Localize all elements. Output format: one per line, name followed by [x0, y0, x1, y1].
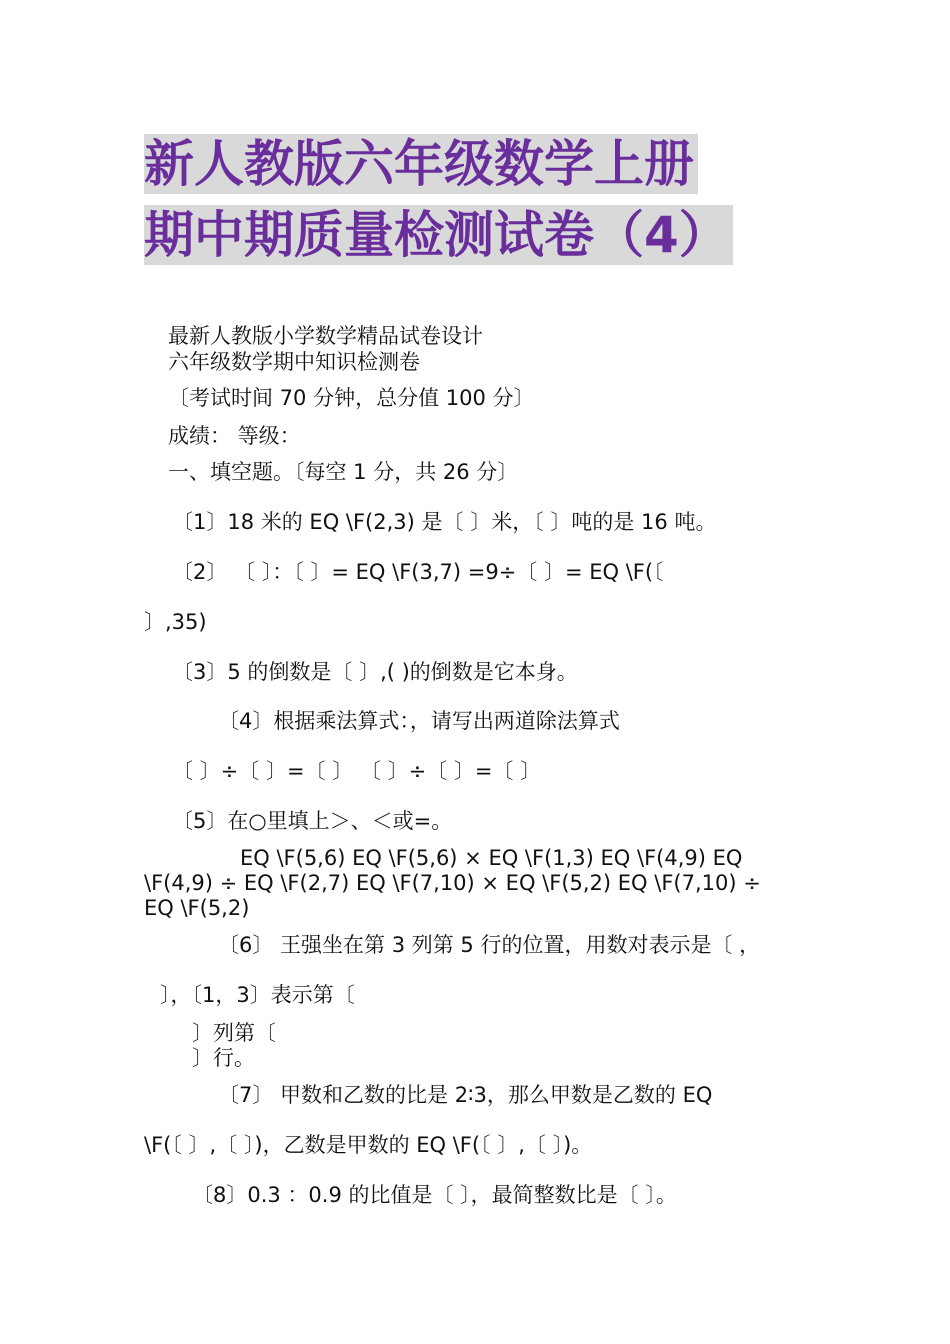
question-7-line-1: 〔7〕 甲数和乙数的比是 2∶3，那么甲数是乙数的 EQ — [218, 1083, 713, 1107]
question-6-line-3: 〕列第〔 — [192, 1021, 276, 1045]
question-6-line-4: 〕行。 — [192, 1046, 255, 1070]
question-6-line-2: 〕，〔1，3〕表示第〔 — [160, 983, 355, 1007]
question-3: 〔3〕5 的倒数是〔 〕,( )的倒数是它本身。 — [172, 660, 578, 684]
header-line-2: 六年级数学期中知识检测卷 — [168, 350, 420, 374]
question-8: 〔8〕0.3 ：0.9 的比值是〔 〕，最简整数比是〔 〕。 — [192, 1183, 677, 1207]
question-4-line-2: 〔 〕÷〔 〕=〔 〕 〔 〕÷〔 〕=〔 〕 — [172, 759, 542, 783]
question-2-line-2: 〕,35) — [144, 610, 207, 634]
header-line-1: 最新人教版小学数学精品试卷设计 — [168, 324, 483, 348]
question-2-line-1: 〔2〕 〔 〕：〔 〕= EQ \F(3,7) =9÷〔 〕= EQ \F(〔 — [172, 560, 664, 584]
question-7-line-2: \F(〔 〕,〔 〕)，乙数是甲数的 EQ \F(〔 〕,〔 〕)。 — [144, 1133, 593, 1157]
question-1: 〔1〕18 米的 EQ \F(2,3) 是〔 〕米，〔 〕吨的是 16 吨。 — [172, 510, 717, 534]
question-5: 〔5〕在○里填上＞、＜或=。 — [172, 809, 453, 833]
question-5-line-2: \F(4,9) ÷ EQ \F(2,7) EQ \F(7,10) × EQ \F(5,2) EQ \F(7,10) ÷ — [144, 871, 761, 895]
document-title-line-1: 新人教版六年级数学上册 — [144, 134, 698, 194]
score-line: 成绩： 等级： — [168, 424, 301, 448]
question-5-line-3: EQ \F(5,2) — [144, 896, 250, 920]
section-1-heading: 一、填空题。〔每空 1 分，共 26 分〕 — [168, 460, 519, 484]
question-5-line-1: EQ \F(5,6) EQ \F(5,6) × EQ \F(1,3) EQ \F(4,9) EQ — [240, 846, 743, 870]
question-4-line-1: 〔4〕根据乘法算式：，请写出两道除法算式 — [218, 709, 620, 733]
exam-info: 〔考试时间 70 分钟，总分值 100 分〕 — [168, 386, 535, 410]
document-title-line-2: 期中期质量检测试卷（4） — [144, 205, 733, 265]
question-6-line-1: 〔6〕 王强坐在第 3 列第 5 行的位置，用数对表示是〔 ， — [218, 933, 761, 957]
